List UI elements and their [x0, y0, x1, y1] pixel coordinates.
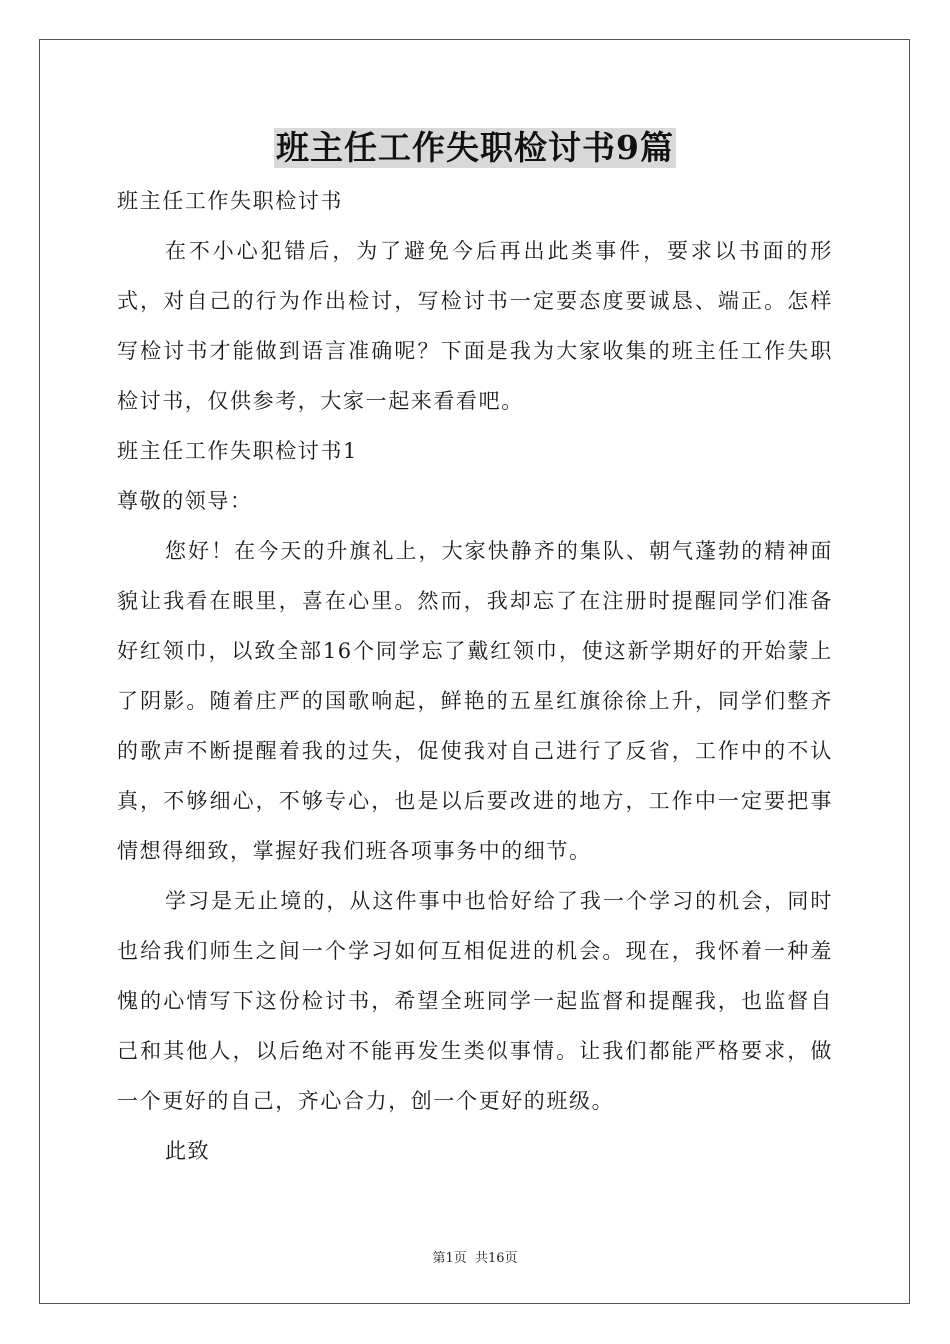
- section-heading-1: 班主任工作失职检讨书1: [117, 439, 358, 463]
- page-number: 第1页: [432, 1251, 467, 1266]
- document-title: 班主任工作失职检讨书9篇: [276, 128, 674, 167]
- section-heading: 班主任工作失职检讨书: [117, 189, 343, 213]
- closing-line: 此致: [165, 1139, 211, 1163]
- intro-paragraph: 在不小心犯错后，为了避免今后再出此类事件，要求以书面的形式，对自己的行为作出检讨，写检讨书一定要态度要诚恳、端正。怎样写检讨书才能做到语言准确呢？下面是我为大家收集的班主任工作失职检讨书，仅供参考，大家一起来看看吧。: [117, 239, 833, 413]
- body-paragraph: 学习是无止境的，从这件事中也恰好给了我一个学习的机会，同时也给我们师生之间一个学习如何互相促进的机会。现在，我怀着一种羞愧的心情写下这份检讨书，希望全班同学一起监督和提醒我，也监督自己和其他人，以后绝对不能再发生类似事情。让我们都能严格要求，做一个更好的自己，齐心合力，创一个更好的班级。: [117, 889, 833, 1113]
- page-footer: [0, 1247, 950, 1266]
- document-body: [117, 176, 833, 1176]
- total-pages: 共16页: [474, 1251, 518, 1266]
- title-area: [0, 128, 950, 168]
- body-paragraph: 您好！在今天的升旗礼上，大家快静齐的集队、朝气蓬勃的精神面貌让我看在眼里，喜在心里。然而，我却忘了在注册时提醒同学们准备好红领巾，以致全部16个同学忘了戴红领巾，使这新学期好的开始蒙上了阴影。随着庄严的国歌响起，鲜艳的五星红旗徐徐上升，同学们整齐的歌声不断提醒着我的过失，促使我对自己进行了反省，工作中的不认真，不够细心，不够专心，也是以后要改进的地方，工作中一定要把事情想得细致，掌握好我们班各项事务中的细节。: [117, 539, 833, 863]
- salutation: 尊敬的领导：: [117, 489, 253, 513]
